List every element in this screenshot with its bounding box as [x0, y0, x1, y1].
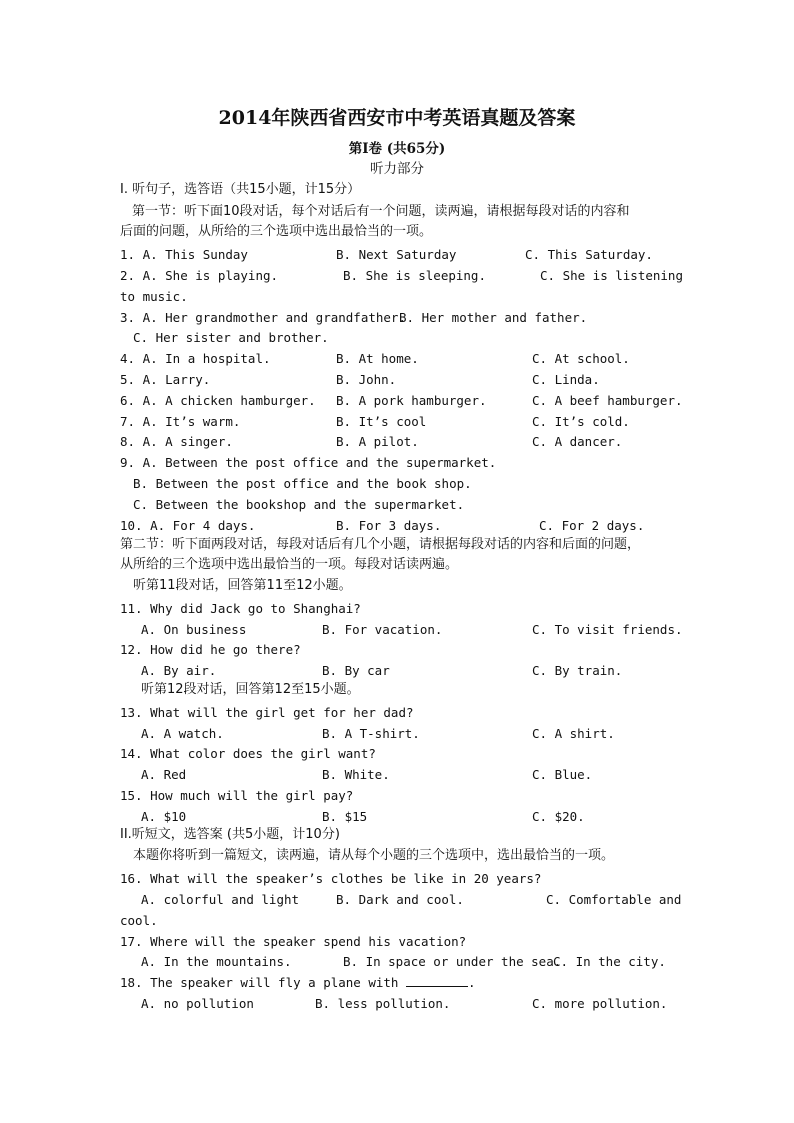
answer-blank — [406, 975, 468, 987]
q11-option-b: B. For vacation. — [322, 622, 443, 637]
q7-option-a: 7. A. It’s warm. — [120, 414, 241, 429]
q13-option-a: A. A watch. — [141, 726, 224, 741]
q17-option-c: C. In the city. — [553, 954, 666, 969]
q11-question: 11. Why did Jack go to Shanghai? — [120, 601, 361, 616]
q14-option-c: C. Blue. — [532, 767, 593, 782]
q9-option-a: 9. A. Between the post office and the supermarket. — [120, 455, 497, 470]
q13-question: 13. What will the girl get for her dad? — [120, 705, 414, 720]
q16-option-c: C. Comfortable and — [546, 892, 682, 907]
section1-heading: I. 听句子，选答语（共15小题，计15分） — [120, 182, 361, 197]
q2-option-c-cont: to music. — [120, 289, 188, 304]
q4-option-a: 4. A. In a hospital. — [120, 351, 271, 366]
q2-option-b: B. She is sleeping. — [343, 268, 486, 283]
section2-heading: II.听短文，选答案 (共5小题，计10分) — [120, 827, 340, 842]
q17-option-a: A. In the mountains. — [141, 954, 292, 969]
q5-option-b: B. John. — [336, 372, 397, 387]
q1-option-a: 1. A. This Sunday — [120, 247, 248, 262]
q12-question: 12. How did he go there? — [120, 642, 301, 657]
q4-option-c: C. At school. — [532, 351, 630, 366]
q9-option-c: C. Between the bookshop and the supermarket. — [133, 497, 465, 512]
listening-heading: 听力部分 — [370, 161, 424, 177]
q1-option-c: C. This Saturday. — [525, 247, 653, 262]
q16-option-c-cont: cool. — [120, 913, 158, 928]
q17-question: 17. Where will the speaker spend his vacation? — [120, 934, 467, 949]
q10-option-b: B. For 3 days. — [336, 518, 442, 533]
part2-instruction-line2: 从所给的三个选项中选出最恰当的一项。每段对话读两遍。 — [120, 557, 459, 572]
q5-option-a: 5. A. Larry. — [120, 372, 211, 387]
q12-option-a: A. By air. — [141, 663, 217, 678]
q15-option-b: B. $15 — [322, 809, 368, 824]
q6-option-a: 6. A. A chicken hamburger. — [120, 393, 316, 408]
q16-option-a: A. colorful and light — [141, 892, 300, 907]
q15-question: 15. How much will the girl pay? — [120, 788, 354, 803]
dialog12-instruction: 听第12段对话，回答第12至15小题。 — [141, 682, 360, 697]
q9-option-b: B. Between the post office and the book shop. — [133, 476, 472, 491]
part2-instruction-line1: 第二节：听下面两段对话，每段对话后有几个小题，请根据每段对话的内容和后面的问题， — [120, 537, 641, 552]
q3-option-a: 3. A. Her grandmother and grandfather. — [120, 310, 406, 325]
q16-question: 16. What will the speaker’s clothes be like in 20 years? — [120, 871, 542, 886]
q16-option-b: B. Dark and cool. — [336, 892, 464, 907]
q12-option-b: B. By car — [322, 663, 390, 678]
q12-option-c: C. By train. — [532, 663, 623, 678]
q18-option-c: C. more pollution. — [532, 996, 668, 1011]
q6-option-b: B. A pork hamburger. — [336, 393, 487, 408]
q8-option-a: 8. A. A singer. — [120, 434, 233, 449]
dialog11-instruction: 听第11段对话，回答第11至12小题。 — [133, 578, 352, 593]
q11-option-c: C. To visit friends. — [532, 622, 683, 637]
q2-option-a: 2. A. She is playing. — [120, 268, 279, 283]
q6-option-c: C. A beef hamburger. — [532, 393, 683, 408]
q13-option-b: B. A T-shirt. — [322, 726, 420, 741]
q5-option-c: C. Linda. — [532, 372, 600, 387]
page-title: 2014年陕西省西安市中考英语真题及答案 — [218, 107, 576, 129]
q18-question-text: 18. The speaker will fly a plane with — [120, 975, 399, 990]
part1-instruction-line1: 第一节：听下面10段对话，每个对话后有一个问题，读两遍，请根据每段对话的内容和 — [132, 204, 630, 219]
q11-option-a: A. On business — [141, 622, 247, 637]
q7-option-b: B. It’s cool — [336, 414, 427, 429]
q2-option-c: C. She is listening — [540, 268, 683, 283]
q8-option-b: B. A pilot. — [336, 434, 419, 449]
q10-option-c: C. For 2 days. — [539, 518, 645, 533]
q14-question: 14. What color does the girl want? — [120, 746, 376, 761]
part1-instruction-line2: 后面的问题，从所给的三个选项中选出最恰当的一项。 — [120, 224, 433, 239]
q13-option-c: C. A shirt. — [532, 726, 615, 741]
q18-question-end: . — [467, 975, 476, 990]
q14-option-a: A. Red — [141, 767, 187, 782]
q10-option-a: 10. A. For 4 days. — [120, 518, 256, 533]
q17-option-b: B. In space or under the sea. — [343, 954, 562, 969]
q14-option-b: B. White. — [322, 767, 390, 782]
q7-option-c: C. It’s cold. — [532, 414, 630, 429]
section2-instruction: 本题你将听到一篇短文，读两遍，请从每个小题的三个选项中，选出最恰当的一项。 — [133, 848, 615, 863]
q3-option-b: B. Her mother and father. — [399, 310, 588, 325]
q3-option-c: C. Her sister and brother. — [133, 330, 329, 345]
q18-option-a: A. no pollution — [141, 996, 254, 1011]
q8-option-c: C. A dancer. — [532, 434, 623, 449]
paper-part-heading: 第I卷 (共65分) — [348, 141, 446, 157]
q18-option-b: B. less pollution. — [315, 996, 451, 1011]
q15-option-a: A. $10 — [141, 809, 187, 824]
q18-question — [120, 975, 476, 991]
q4-option-b: B. At home. — [336, 351, 419, 366]
q15-option-c: C. $20. — [532, 809, 585, 824]
q1-option-b: B. Next Saturday — [336, 247, 457, 262]
